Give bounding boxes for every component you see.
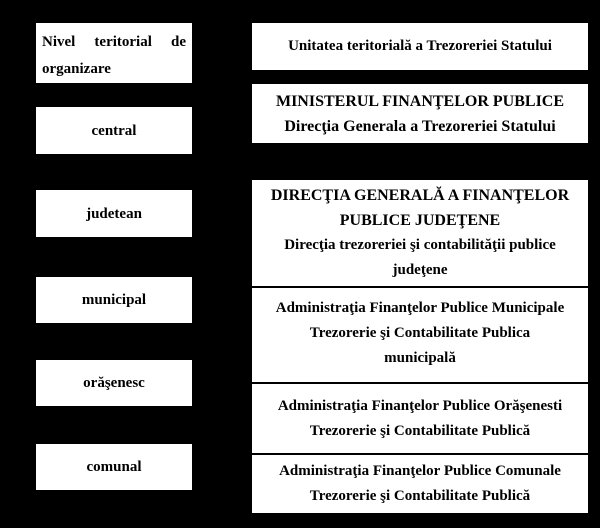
level-label: municipal <box>81 292 147 308</box>
left-box-central <box>36 107 192 154</box>
level-label: comunal <box>86 459 142 475</box>
text-line: Administraţia Finanţelor Publice Municipale <box>275 300 565 316</box>
right-box-directia-generala-judeteana <box>252 180 588 286</box>
level-label: central <box>91 122 137 139</box>
text-line: municipală <box>384 350 456 366</box>
text-line: Direcţia Generala a Trezoreriei Statului <box>284 117 556 135</box>
text-line: judeţene <box>392 262 448 278</box>
right-box-ministerul-finantelor <box>252 84 588 143</box>
right-box-administratia-comunala <box>252 453 588 513</box>
text-line: Direcţia trezoreriei şi contabilităţii publice <box>284 237 556 253</box>
left-box-comunal <box>36 444 192 490</box>
left-box-judetean <box>36 190 192 237</box>
level-label: judetean <box>86 205 142 222</box>
left-box-municipal <box>36 277 192 323</box>
right-box-unitatea-teritoriala <box>252 23 588 70</box>
text-line: PUBLICE JUDEŢENE <box>339 212 501 229</box>
left-box-nivel-teritorial <box>36 23 192 83</box>
text-line: Trezorerie şi Contabilitate Publica <box>309 325 531 341</box>
level-label: orăşenesc <box>83 375 145 391</box>
text-line: Administraţia Finanţelor Publice Orăşenesti <box>277 397 563 414</box>
text-line: DIRECŢIA GENERALĂ A FINANŢELOR <box>270 187 570 204</box>
text-line: Trezorerie şi Contabilitate Publică <box>309 488 531 504</box>
left-box-orasenesc <box>36 360 192 406</box>
text-line: Unitatea teritorială a Trezoreriei Statului <box>288 38 552 54</box>
level-header-label: Nivel teritorial de organizare <box>42 34 186 77</box>
right-box-administratia-oraseneasca <box>252 382 588 453</box>
text-line: Administraţia Finanţelor Publice Comunale <box>279 463 561 479</box>
right-box-administratia-municipala <box>252 286 588 382</box>
text-line: MINISTERUL FINANŢELOR PUBLICE <box>275 92 565 110</box>
text-line: Trezorerie şi Contabilitate Publică <box>309 422 531 439</box>
